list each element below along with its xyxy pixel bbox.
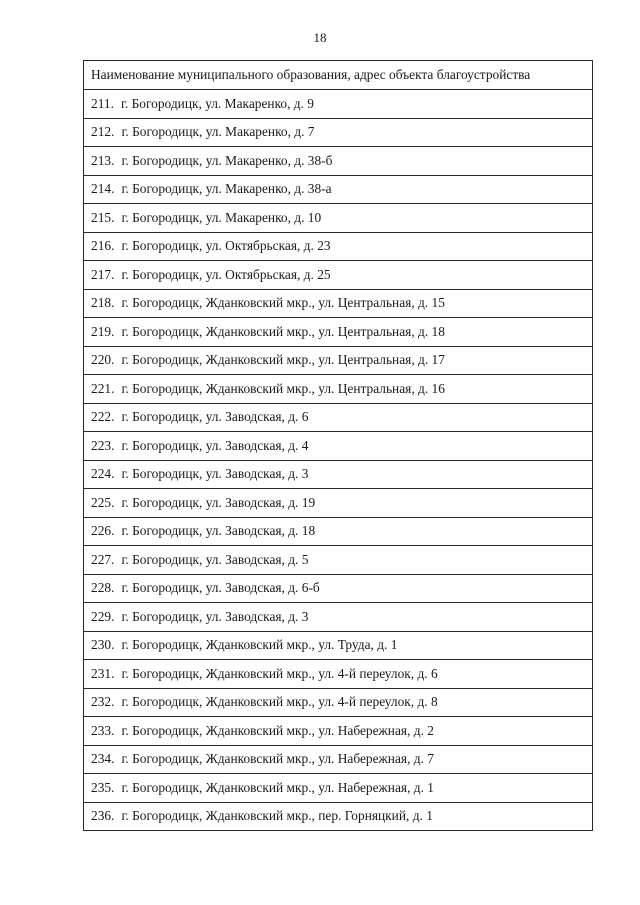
objects-table (83, 60, 593, 831)
row-number: 215. (91, 209, 115, 225)
row-address: г. Богородицк, Жданковский мкр., ул. 4-й переулок, д. 6 (121, 665, 438, 681)
table-cell (84, 346, 593, 375)
table-cell (84, 546, 593, 575)
table-row (84, 802, 593, 831)
table-row (84, 261, 593, 290)
table-row (84, 745, 593, 774)
row-address: г. Богородицк, ул. Заводская, д. 3 (121, 466, 309, 482)
row-number: 213. (91, 152, 115, 168)
table-cell (84, 802, 593, 831)
row-number: 212. (91, 124, 115, 140)
table-row (84, 574, 593, 603)
table-row (84, 660, 593, 689)
table-row (84, 546, 593, 575)
row-number: 222. (91, 409, 115, 425)
row-number: 233. (91, 722, 115, 738)
row-number: 218. (91, 295, 115, 311)
table-cell (84, 204, 593, 233)
row-address: г. Богородицк, Жданковский мкр., ул. Центральная, д. 18 (121, 323, 445, 339)
row-address: г. Богородицк, Жданковский мкр., ул. Центральная, д. 15 (121, 295, 445, 311)
row-number: 234. (91, 751, 115, 767)
row-address: г. Богородицк, ул. Заводская, д. 19 (121, 494, 316, 510)
row-number: 228. (91, 580, 115, 596)
table-header-row (84, 61, 593, 90)
table-row (84, 460, 593, 489)
table-row (84, 346, 593, 375)
row-address: г. Богородицк, ул. Макаренко, д. 9 (120, 95, 315, 111)
row-number: 230. (91, 637, 115, 653)
table-cell (84, 574, 593, 603)
table-row (84, 603, 593, 632)
row-address: г. Богородицк, Жданковский мкр., ул. Набережная, д. 2 (121, 722, 434, 738)
row-address: г. Богородицк, ул. Октябрьская, д. 23 (121, 238, 331, 254)
row-number: 220. (91, 352, 115, 368)
row-address: г. Богородицк, ул. Заводская, д. 6-б (121, 580, 320, 596)
row-number: 225. (91, 494, 115, 510)
table-cell (84, 90, 593, 119)
table-row (84, 318, 593, 347)
table-row (84, 717, 593, 746)
row-number: 216. (91, 238, 115, 254)
table-cell (84, 232, 593, 261)
row-address: г. Богородицк, ул. Заводская, д. 18 (121, 523, 316, 539)
table-cell (84, 517, 593, 546)
row-number: 211. (91, 95, 114, 111)
row-number: 223. (91, 437, 115, 453)
row-address: г. Богородицк, ул. Макаренко, д. 10 (121, 209, 322, 225)
row-address: г. Богородицк, Жданковский мкр., ул. Набережная, д. 7 (121, 751, 434, 767)
row-number: 226. (91, 523, 115, 539)
row-number: 217. (91, 266, 115, 282)
table-cell (84, 489, 593, 518)
table-cell (84, 460, 593, 489)
row-address: г. Богородицк, Жданковский мкр., ул. Труда, д. 1 (121, 637, 398, 653)
row-number: 236. (91, 808, 115, 824)
row-number: 235. (91, 779, 115, 795)
table-cell (84, 717, 593, 746)
table-header-cell: Наименование муниципального образования, адрес объекта благоустройства (84, 61, 593, 90)
table-cell (84, 631, 593, 660)
table-cell (84, 432, 593, 461)
row-address: г. Богородицк, Жданковский мкр., ул. Центральная, д. 17 (121, 352, 445, 368)
table-row (84, 432, 593, 461)
row-address: г. Богородицк, ул. Заводская, д. 3 (121, 608, 309, 624)
page-number: 18 (313, 30, 327, 45)
row-number: 224. (91, 466, 115, 482)
table-row (84, 688, 593, 717)
row-number: 214. (91, 181, 115, 197)
row-address: г. Богородицк, ул. Заводская, д. 5 (121, 551, 309, 567)
table-row (84, 232, 593, 261)
table-row (84, 375, 593, 404)
table-cell (84, 403, 593, 432)
row-number: 221. (91, 380, 115, 396)
row-number: 227. (91, 551, 115, 567)
table-row (84, 118, 593, 147)
row-address: г. Богородицк, Жданковский мкр., пер. Горняцкий, д. 1 (121, 808, 433, 824)
table-cell (84, 774, 593, 803)
table-row (84, 517, 593, 546)
table-row (84, 147, 593, 176)
row-number: 232. (91, 694, 115, 710)
table-cell (84, 118, 593, 147)
row-number: 219. (91, 323, 115, 339)
table-cell (84, 603, 593, 632)
row-address: г. Богородицк, Жданковский мкр., ул. Центральная, д. 16 (121, 380, 445, 396)
table-row (84, 175, 593, 204)
row-address: г. Богородицк, ул. Макаренко, д. 38-а (121, 181, 332, 197)
table-row (84, 289, 593, 318)
table-cell (84, 375, 593, 404)
row-number: 231. (91, 665, 115, 681)
table-cell (84, 318, 593, 347)
table-cell (84, 289, 593, 318)
table-cell (84, 147, 593, 176)
row-address: г. Богородицк, ул. Макаренко, д. 7 (121, 124, 315, 140)
row-address: г. Богородицк, ул. Октябрьская, д. 25 (121, 266, 331, 282)
table-row (84, 90, 593, 119)
table-row (84, 489, 593, 518)
row-address: г. Богородицк, Жданковский мкр., ул. 4-й переулок, д. 8 (121, 694, 438, 710)
table-row (84, 631, 593, 660)
table-row (84, 774, 593, 803)
table-row (84, 204, 593, 233)
row-address: г. Богородицк, ул. Заводская, д. 6 (121, 409, 309, 425)
table-row (84, 403, 593, 432)
row-address: г. Богородицк, ул. Заводская, д. 4 (121, 437, 309, 453)
table-cell (84, 175, 593, 204)
table-cell (84, 745, 593, 774)
row-address: г. Богородицк, Жданковский мкр., ул. Набережная, д. 1 (121, 779, 434, 795)
table-cell (84, 688, 593, 717)
table-body (84, 61, 593, 831)
table-cell (84, 660, 593, 689)
row-address: г. Богородицк, ул. Макаренко, д. 38-б (121, 152, 333, 168)
row-number: 229. (91, 608, 115, 624)
table-cell (84, 261, 593, 290)
